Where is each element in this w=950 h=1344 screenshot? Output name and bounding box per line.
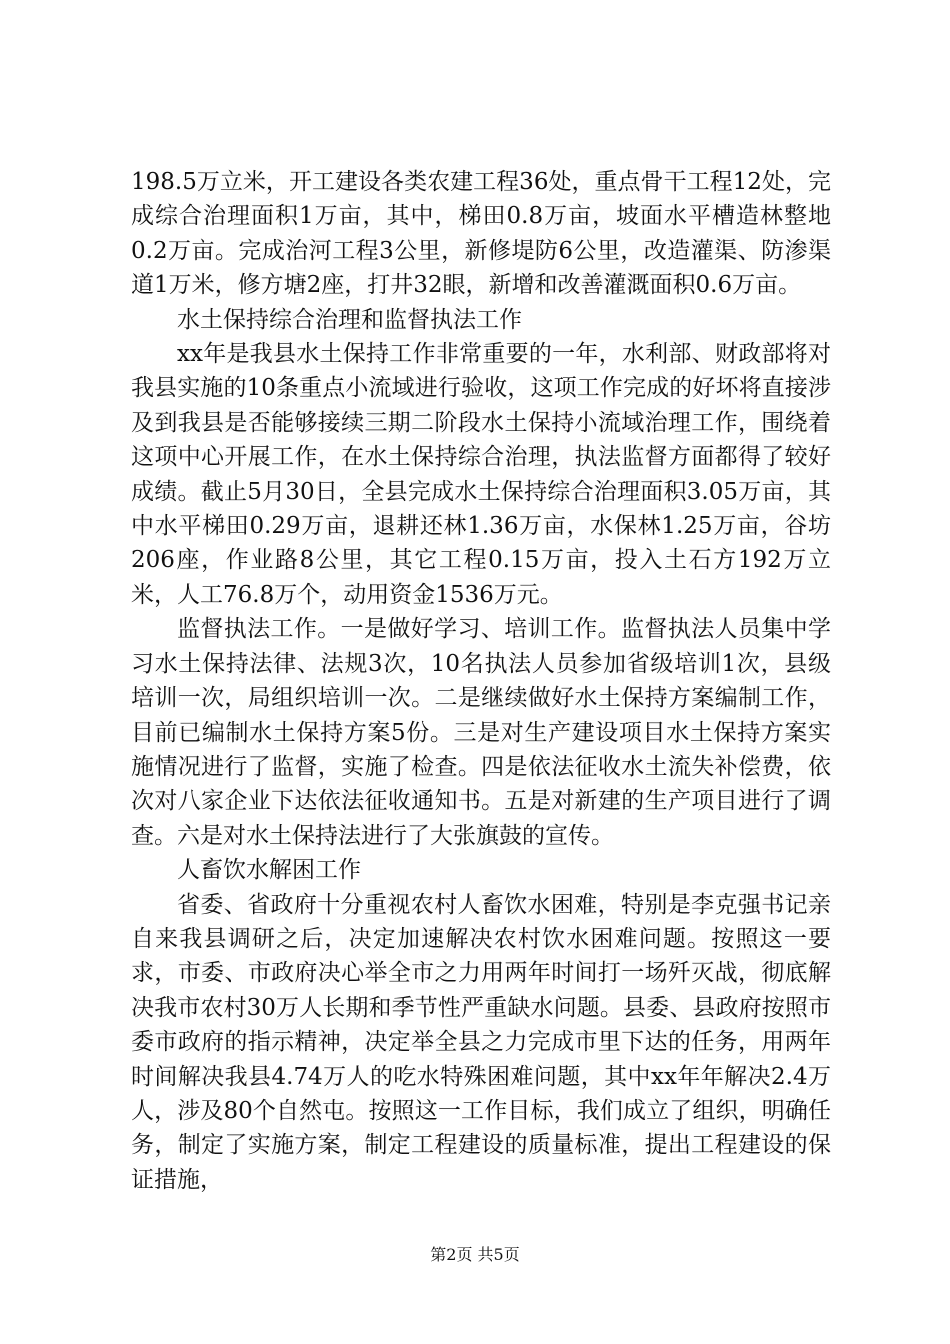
- paragraph-irrigation-summary: 198.5万立米，开工建设各类农建工程36处，重点骨干工程12处，完成综合治理面积1万亩，其中，梯田0.8万亩，坡面水平槽造林整地0.2万亩。完成治河工程3公里，新修堤防6公里，改造灌渠、防渗渠道1万米，修方塘2座，打井32眼，新增和改善灌溉面积0.6万亩。: [131, 169, 831, 299]
- section-heading-soil-conservation: 水土保持综合治理和监督执法工作: [177, 306, 522, 333]
- document-body: [131, 165, 831, 1197]
- paragraph-supervision-enforcement: 监督执法工作。一是做好学习、培训工作。监督执法人员集中学习水土保持法律、法规3次，10名执法人员参加省级培训1次，县级培训一次，局组织培训一次。二是继续做好水土保持方案编制工作，目前已编制水土保持方案5份。三是对生产建设项目水土保持方案实施情况进行了监督，实施了检查。四是依法征收水土流失补偿费，依次对八家企业下达依法征收通知书。五是对新建的生产项目进行了调查。六是对水土保持法进行了大张旗鼓的宣传。: [131, 616, 831, 849]
- paragraph-drinking-water: 省委、省政府十分重视农村人畜饮水困难，特别是李克强书记亲自来我县调研之后，决定加速解决农村饮水困难问题。按照这一要求，市委、市政府决心举全市之力用两年时间打一场歼灭战，彻底解决我市农村30万人长期和季节性严重缺水问题。县委、县政府按照市委市政府的指示精神，决定举全县之力完成市里下达的任务，用两年时间解决我县4.74万人的吃水特殊困难问题，其中xx年年解决2.4万人，涉及80个自然屯。按照这一工作目标，我们成立了组织，明确任务，制定了实施方案，制定工程建设的质量标准，提出工程建设的保证措施，: [131, 891, 831, 1193]
- paragraph-soil-conservation: xx年是我县水土保持工作非常重要的一年，水利部、财政部将对我县实施的10条重点小流域进行验收，这项工作完成的好坏将直接涉及到我县是否能够接续三期二阶段水土保持小流域治理工作，围绕着这项中心开展工作，在水土保持综合治理，执法监督方面都得了较好成绩。截止5月30日，全县完成水土保持综合治理面积3.05万亩，其中水平梯田0.29万亩，退耕还林1.36万亩，水保林1.25万亩，谷坊206座，作业路8公里，其它工程0.15万亩，投入土石方192万立米，人工76.8万个，动用资金1536万元。: [131, 341, 831, 608]
- section-heading-drinking-water: 人畜饮水解困工作: [177, 857, 361, 884]
- page-number-footer: 第2页 共5页: [430, 1245, 520, 1264]
